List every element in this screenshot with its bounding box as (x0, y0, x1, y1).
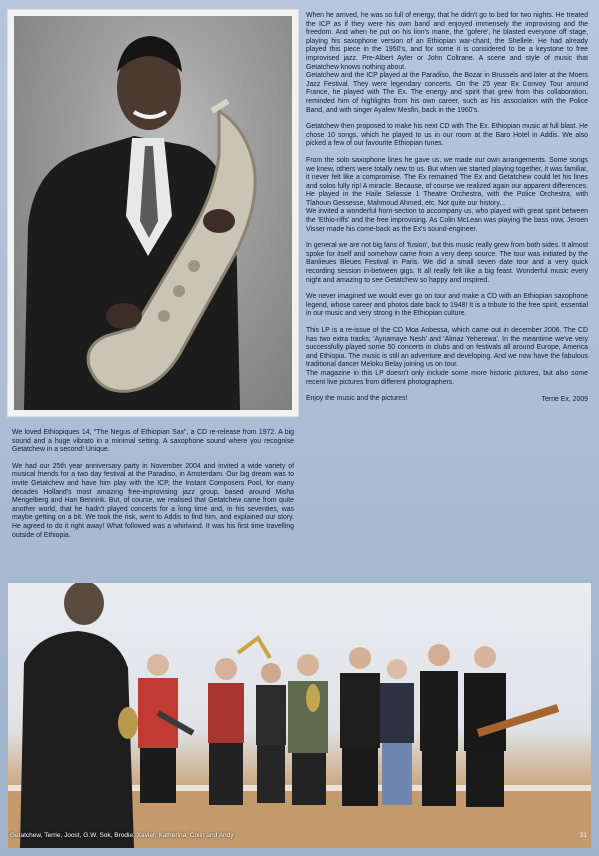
paragraph: In general we are not big fans of 'fusion', but this music really grew from both sides. It almost spoke for itself and somehow came from a very deep source. The tour was initiated by the Banlieues Bleues Festival in Paris. We did a small seven date tour and a very quick recording session in-between gigs. It all really felt like a big feast. Wonderful music every night and amazing to see Getatchew so happy and inspired. (306, 242, 588, 284)
paragraph: Getatchew then proposed to make his next CD with The Ex. Ethiopian music at full blast. He chose 10 songs, which he played to us in our room at the Baro Hotel in Addis. We also picked a few of our favourite Ethiopian tunes. (306, 123, 588, 148)
paragraph: The magazine in this LP doesn't only include some more historic pictures, but also some recent live pictures from different photographers. (306, 369, 588, 386)
paragraph: Getatchew and the ICP played at the Paradiso, the Bozar in Brussels and later at the Moers Jazz Festival. They were legendary concerts. On the 25 year Ex Convoy Tour around France, he played with The Ex. The energy and spirit that grew from this collaboration, reminded him of highlights from his own career, such as his association with the Police Band, and with singer Ayalew Mesfin, back in the 1960's. (306, 72, 588, 114)
paragraph: We never imagined we would ever go on tour and make a CD with an Ethiopian saxophone legend, whose career and photos date back to 1948! It is a tribute to the free spirit, essential in our music and very strong in the Ethiopian culture. (306, 293, 588, 318)
paragraph: We invited a wonderful horn-section to accompany us, who played with great spirit between the 'Ethio-riffs' and the free improvising. As Colin McLean was playing the bass now, Jeroen Visser made his come-back as the Ex's sound-engineer. (306, 208, 588, 233)
paragraph: This LP is a re-issue of the CD Moa Anbessa, which came out in december 2006. The CD has two extra tracks; 'Aynamaye Nesh' and 'Almaz Yeherewa'. In the meantime we've very successfully played some 50 concerts in clubs and on festivals all around Europe, America and Ethiopia. The music is still an adventure and developing. And we now have the fabulous traditional dancer Meloku Belay joining us on tour. (306, 327, 588, 369)
photo-caption: Getatchew, Terrie, Joost, G.W. Sok, Brodie, Xavier, Katherina, Colin and Andy (10, 832, 234, 839)
saxophonist-illustration (14, 16, 292, 410)
paragraph: From the solo saxophone lines he gave us, we made our own arrangements. Some songs we knew, others were totally new to us. But when we started playing together, it was familiar, it never felt like a compromise. The Ex remained The Ex and Getatchew could let his lines and solos fully rip! A miracle. Because, of course we realized again our apparent differences. He played in the Haile Selassie 1 Theatre Orchestra, with the Police Orchestra, with Tlahoun Gessesse, Mahmoud Ahmed, etc. Not quite our history... (306, 156, 588, 207)
right-text-column (306, 12, 588, 412)
author-signature: Terrie Ex, 2009 (541, 395, 588, 403)
paragraph: We had our 25th year anniversary party in November 2004 and invited a wide variety of musical friends for a two day festival at the Paradiso, in Amsterdam. Our big dream was to invite Getatchew and have him play with the ICP, the Instant Composers Pool, for many decades Holland's most amazing free-improvising jazz group, based around Misha Mengelberg and Han Bennink. But, of course, we realised that Getatchew came from quite another world, that he hadn't played concerts for a long time and, in his seventies, was maybe getting on a bit. We took the risk, went to Addis to find him, and explained our story. He agreed to do it right away! What followed was a whirlwind. It was his first time travelling outside of Ethiopia. (12, 462, 294, 539)
closing-line: Enjoy the music and the pictures! (306, 395, 408, 403)
saxophonist-photo (8, 10, 298, 416)
page-number: 31 (579, 832, 587, 839)
band-illustration (8, 583, 591, 848)
paragraph: We loved Ethiopiques 14, "The Negus of Ethiopian Sax", a CD re-release from 1972. A big sound and a huge vibrato in a minimal setting. A saxophone sound where you recognise Getatchew in a second! Unique. (12, 429, 294, 454)
left-text-column (12, 429, 294, 548)
paragraph: When he arrived, he was so full of energy, that he didn't go to bed for two nights. He treated the ICP as if they were his own band and enjoyed immensely the improvising and the freedom. And when he put on his lion's mane, the 'gofere', he blasted everyone off stage, playing his saxophone version of an Ethiopian war-chant, the Shellele. He had already played this piece in the 1950's, and for some it is considered to be a keystone to free improvised jazz. Pre-Albert Ayler or John Coltrane. A scene and style of music that Getatchew knows nothing about. (306, 12, 588, 71)
band-group-photo (8, 583, 591, 848)
